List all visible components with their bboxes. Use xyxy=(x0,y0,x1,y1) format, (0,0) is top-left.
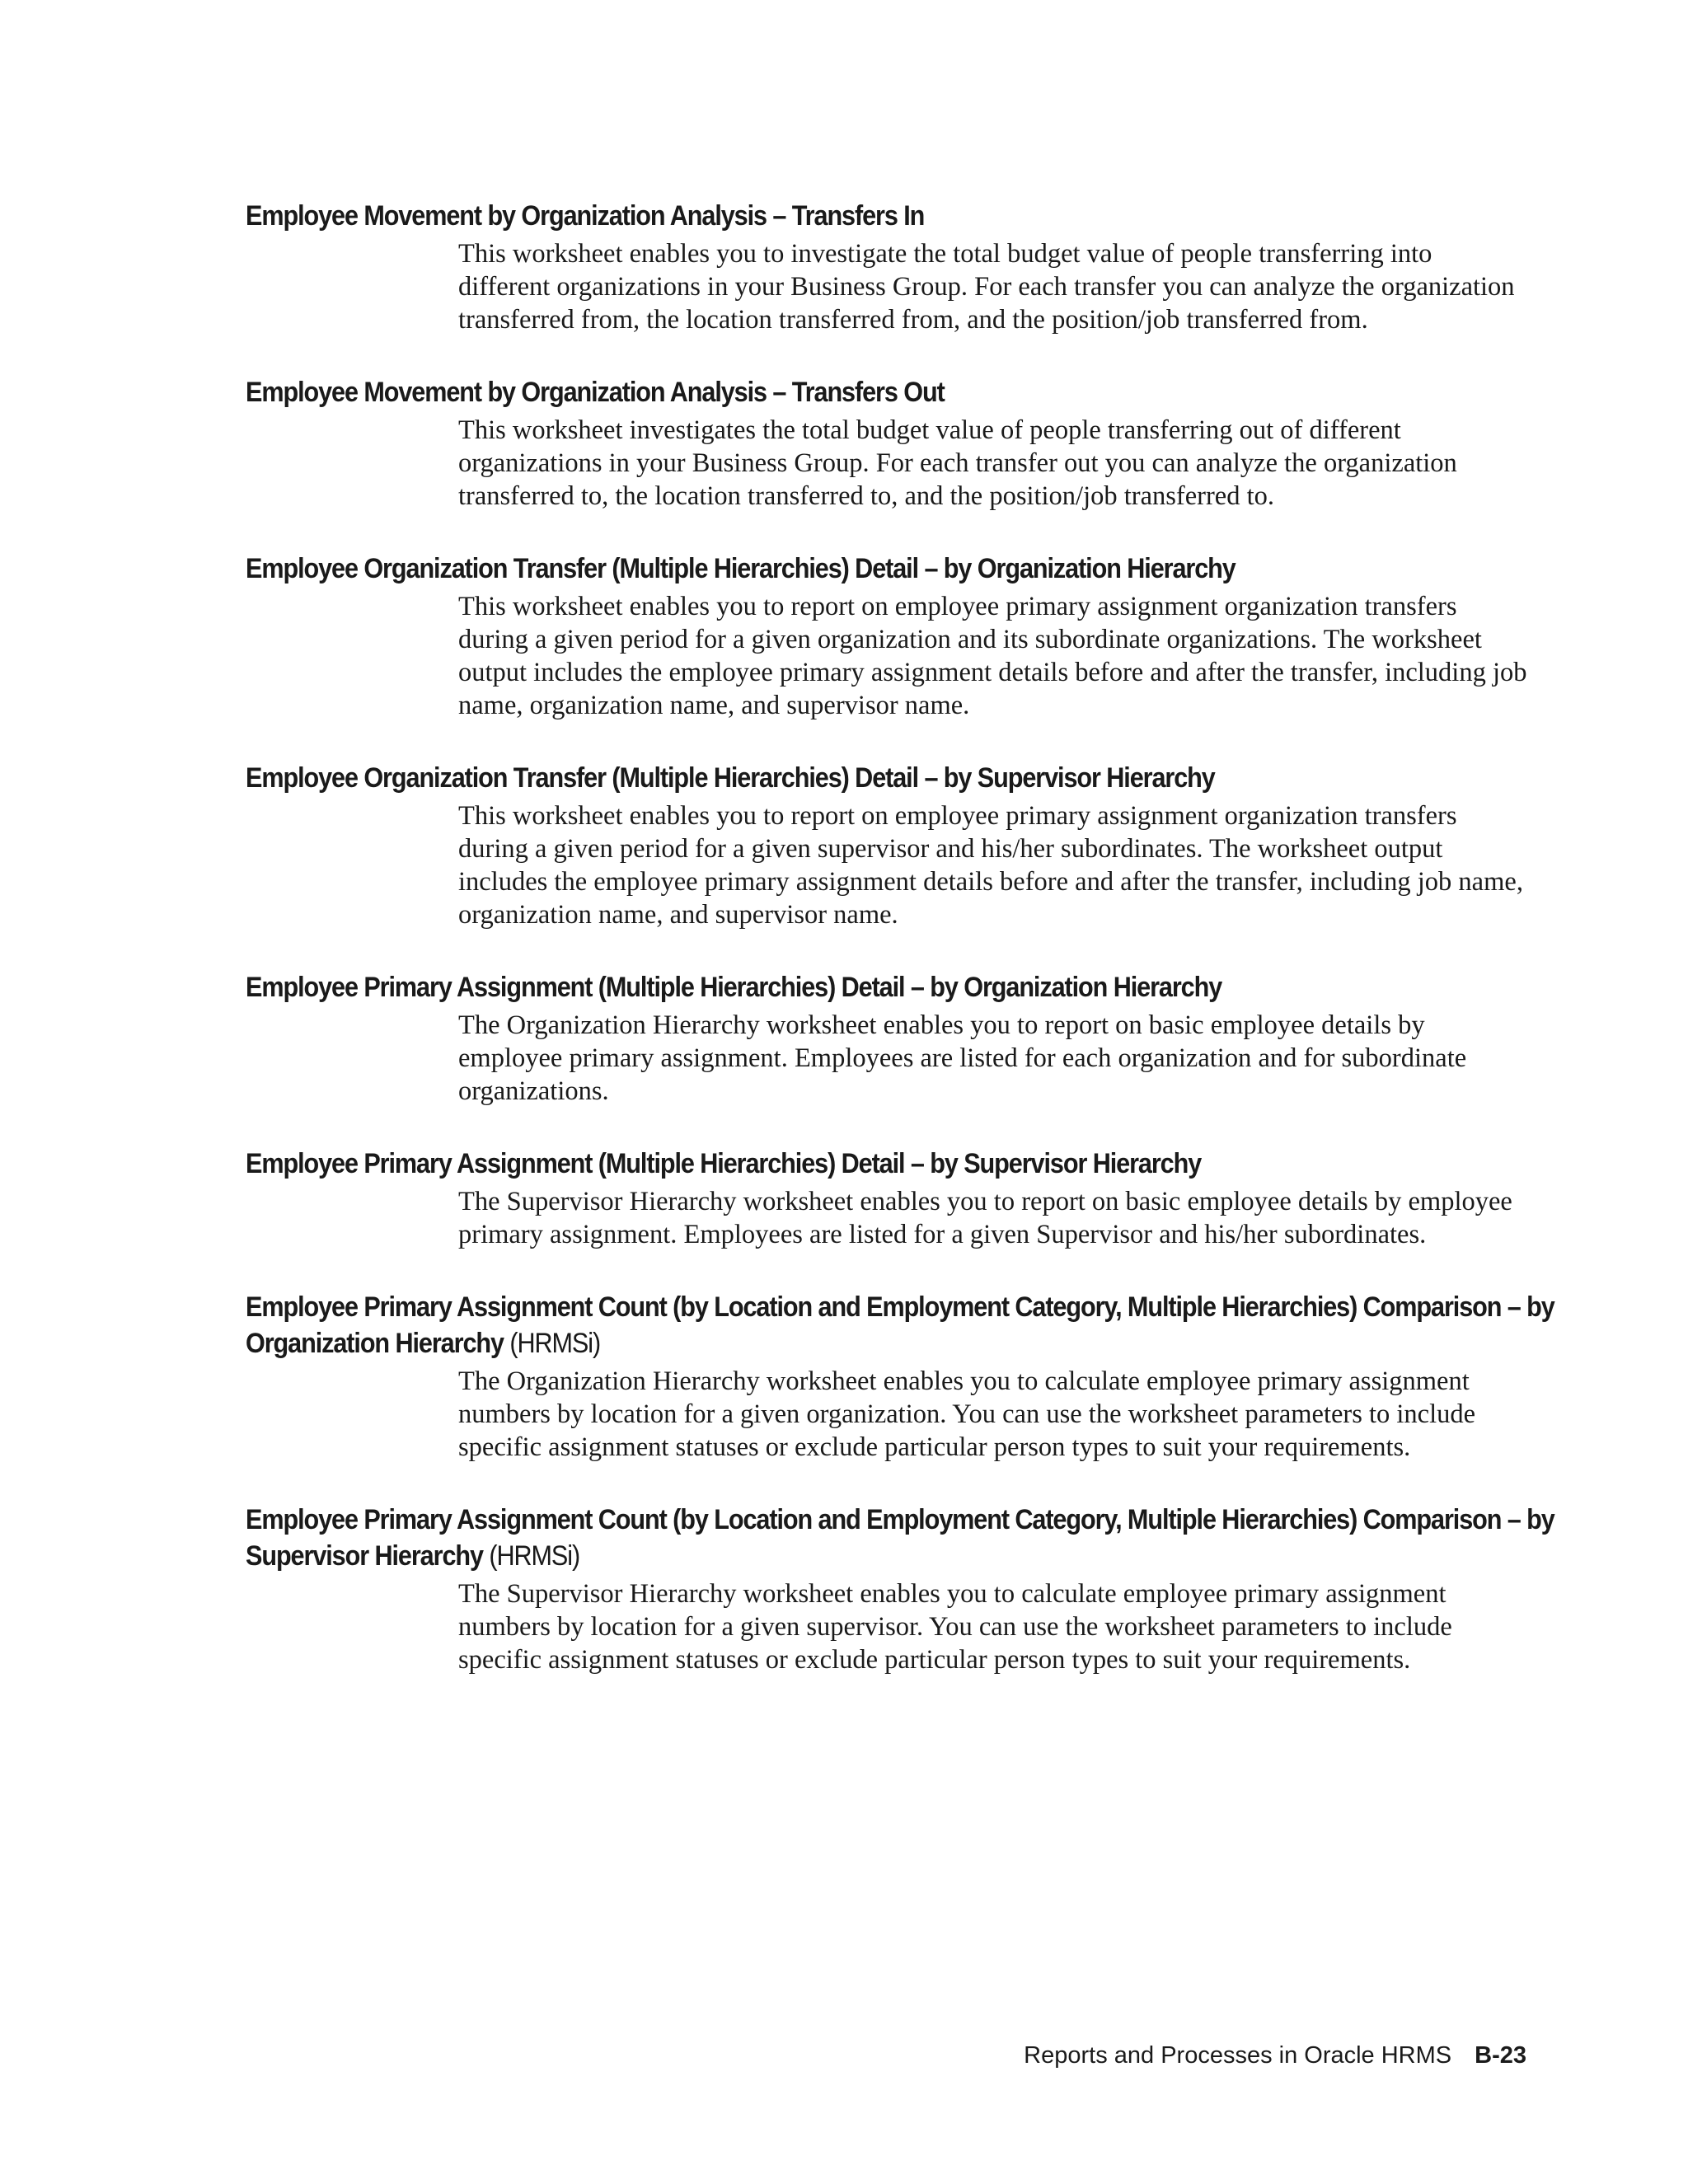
entry-title-text: Employee Primary Assignment Count (by Location and Employment Category, Multiple Hierarchies) Comparison – by Organization Hierarchy xyxy=(246,1291,1554,1359)
entry-title xyxy=(246,760,1566,796)
footer-text: Reports and Processes in Oracle HRMS xyxy=(1024,2042,1452,2069)
entry-title-suffix: (HRMSi) xyxy=(482,1540,580,1572)
entry-description: This worksheet enables you to report on employee primary assignment organization transfers during a given period for a given supervisor and his/her subordinates. The worksheet output includes the employee primary assignment details before and after the transfer, including job name, organization name, and supervisor name. xyxy=(458,801,1523,930)
entry-description: The Organization Hierarchy worksheet enables you to calculate employee primary assignment numbers by location for a given organization. You can use the worksheet parameters to include specific assignment statuses or exclude particular person types to suit your requirements. xyxy=(458,1366,1476,1462)
entry xyxy=(246,374,1531,513)
entry-title-text: Employee Primary Assignment Count (by Location and Employment Category, Multiple Hierarchies) Comparison – by Supervisor Hierarchy xyxy=(246,1504,1554,1572)
entry xyxy=(246,551,1531,722)
entry-description: The Organization Hierarchy worksheet enables you to report on basic employee details by employee primary assignment. Employees are listed for each organization and for subordinate organizations. xyxy=(458,1010,1467,1106)
entry-title xyxy=(246,1146,1566,1182)
entry-title xyxy=(246,969,1566,1005)
entry-description: The Supervisor Hierarchy worksheet enables you to calculate employee primary assignment numbers by location for a given supervisor. You can use the worksheet parameters to include specific assignment statuses or exclude particular person types to suit your requirements. xyxy=(458,1579,1452,1675)
entry-title xyxy=(246,551,1566,587)
entry xyxy=(246,1146,1531,1251)
entry-title xyxy=(246,198,1566,234)
entry-title xyxy=(246,1502,1566,1574)
entry-title-suffix: (HRMSi) xyxy=(503,1328,601,1359)
entry-description: This worksheet enables you to report on employee primary assignment organization transfers during a given period for a given organization and its subordinate organizations. The worksheet output includes the employee primary assignment details before and after the transfer, including job name, organization name, and supervisor name. xyxy=(458,592,1527,720)
entry-title-text: Employee Organization Transfer (Multiple Hierarchies) Detail – by Organization Hierarchy xyxy=(246,553,1236,584)
entry xyxy=(246,1289,1554,1464)
entry-title-text: Employee Primary Assignment (Multiple Hierarchies) Detail – by Supervisor Hierarchy xyxy=(246,1148,1202,1179)
entry-title-text: Employee Primary Assignment (Multiple Hierarchies) Detail – by Organization Hierarchy xyxy=(246,972,1222,1003)
entry-title-text: Employee Movement by Organization Analysis – Transfers Out xyxy=(246,377,945,408)
entry-list xyxy=(246,198,1554,1714)
entry-title-text: Employee Organization Transfer (Multiple Hierarchies) Detail – by Supervisor Hierarchy xyxy=(246,762,1215,794)
entry-description: The Supervisor Hierarchy worksheet enables you to report on basic employee details by employee primary assignment. Employees are listed for a given Supervisor and his/her subordinates. xyxy=(458,1187,1512,1249)
entry-title xyxy=(246,1289,1566,1361)
entry-title-text: Employee Movement by Organization Analysis – Transfers In xyxy=(246,200,925,232)
entry-title xyxy=(246,374,1566,410)
entry xyxy=(246,760,1531,931)
page-number: B-23 xyxy=(1475,2042,1526,2069)
page-footer xyxy=(1024,2041,1526,2070)
entry xyxy=(246,1502,1554,1676)
entry xyxy=(246,969,1531,1108)
entry-description: This worksheet investigates the total budget value of people transferring out of different organizations in your Business Group. For each transfer out you can analyze the organization transferred to, the location transferred to, and the position/job transferred to. xyxy=(458,415,1457,511)
entry-description: This worksheet enables you to investigate the total budget value of people transferring into different organizations in your Business Group. For each transfer you can analyze the organization transferred from, the location transferred from, and the position/job transferred from. xyxy=(458,239,1515,335)
entry xyxy=(246,198,1531,336)
